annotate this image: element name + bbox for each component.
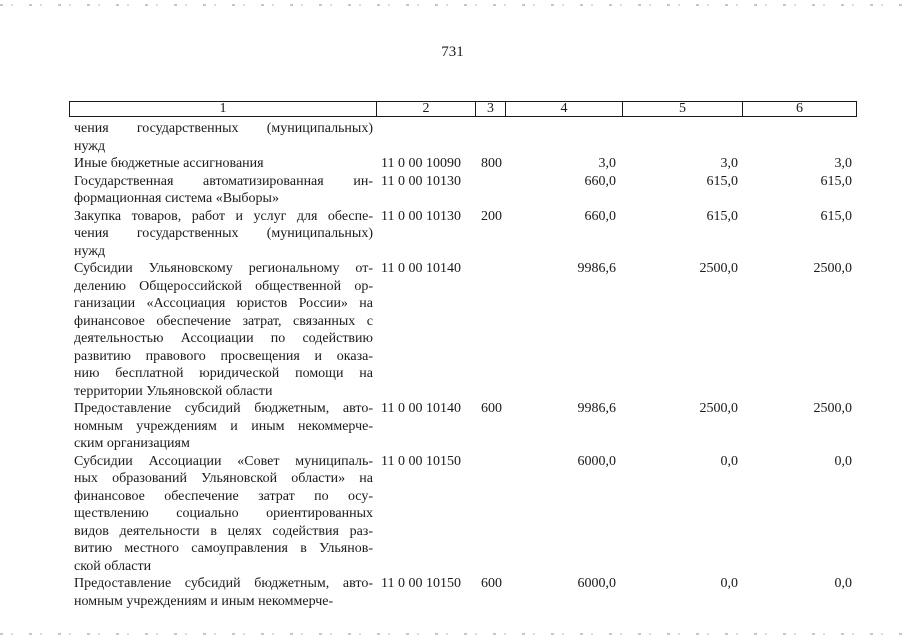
row-code: 11 0 00 10150 [381,453,461,469]
row-name-line: номным учреждениям и иным некоммерче- [74,593,334,609]
row-col-6: 3,0 [834,156,852,171]
row-name [74,575,373,610]
row-col-5: 3,0 [720,156,738,171]
row-col-6: 2500,0 [813,261,852,276]
row-col-6: 2500,0 [813,401,852,416]
row-name-line: делению Общероссийской общественной ор- [74,278,373,294]
row-expense-type: 200 [481,208,502,224]
row-name [74,155,373,173]
row-name [74,260,373,400]
header-col-4: 4 [505,102,622,116]
row-col-4: 3,0 [598,156,616,171]
row-name-line: Предоставление субсидий бюджетным, авто- [74,576,373,591]
row-col-6: 0,0 [834,453,852,469]
row-name-line: нию бесплатной юридической помощи на [74,366,373,381]
row-col-5: 0,0 [720,453,738,469]
row-col-6: 0,0 [834,576,852,591]
row-name-line: ской области [74,558,152,574]
row-col-4: 6000,0 [577,453,616,469]
row-name-line: номным учреждениям и иным некоммерче- [74,418,373,434]
row-col-4: 660,0 [584,208,616,224]
row-name-line: формационная система «Выборы» [74,191,279,206]
row-name-line: территории Ульяновской области [74,383,273,399]
row-code: 11 0 00 10090 [381,156,461,171]
row-name-line: Государственная автоматизированная ин- [74,173,373,189]
row-col-4: 6000,0 [577,576,616,591]
row-name [74,173,373,208]
row-name-line: деятельностью Ассоциации по содействию [74,331,373,346]
row-code: 11 0 00 10140 [381,401,461,416]
row-code: 11 0 00 10150 [381,576,461,591]
header-col-5: 5 [622,102,742,116]
row-name-line: Субсидии Ассоциации «Совет муниципаль- [74,453,373,469]
row-col-4: 9986,6 [577,401,616,416]
row-name-line: видов деятельности в целях содействия раз- [74,523,373,539]
row-name-line: финансовое обеспечение затрат, связанных с [74,313,373,329]
row-expense-type: 600 [481,576,502,591]
row-code: 11 0 00 10140 [381,261,461,276]
header-col-6: 6 [742,102,856,116]
row-name-line: финансовое обеспечение затрат по осу- [74,488,373,504]
row-name [74,208,373,261]
page-number: 731 [441,44,464,60]
row-name [74,453,373,576]
row-code: 11 0 00 10130 [381,173,461,189]
header-col-1: 1 [219,101,227,116]
row-name-line: витию местного самоуправления в Ульянов- [74,541,373,556]
scan-edge-bottom [0,633,905,635]
row-expense-type: 800 [481,156,502,171]
row-name-line: Предоставление субсидий бюджетным, авто- [74,401,373,416]
row-col-5: 615,0 [706,173,738,189]
row-name-line: нужд [74,243,106,259]
row-col-5: 2500,0 [699,401,738,416]
row-name [74,120,373,155]
row-col-6: 615,0 [820,173,852,189]
table-header [69,101,857,117]
row-col-6: 615,0 [820,208,852,224]
scan-edge-top [0,4,905,6]
row-name [74,400,373,453]
row-name-line: ганизации «Ассоциация юристов России» на [74,296,373,311]
header-col-2: 2 [376,102,475,116]
row-name-line: нужд [74,138,106,154]
row-col-5: 2500,0 [699,261,738,276]
row-name-line: чения государственных (муниципальных) [74,226,373,241]
row-col-4: 660,0 [584,173,616,189]
row-col-4: 9986,6 [577,261,616,276]
row-name-line: Субсидии Ульяновскому региональному от- [74,261,373,276]
row-col-5: 0,0 [720,576,738,591]
row-name-line: ществлению социально ориентированных [74,506,373,521]
row-name-line: развитию правового просвещения и оказа- [74,348,373,364]
row-name-line: чения государственных (муниципальных) [74,121,373,136]
row-expense-type: 600 [481,401,502,416]
row-name-line: ных образований Ульяновской области» на [74,471,373,486]
row-code: 11 0 00 10130 [381,208,461,224]
row-col-5: 615,0 [706,208,738,224]
header-col-3: 3 [475,102,505,116]
row-name-line: Иные бюджетные ассигнования [74,156,264,171]
row-name-line: Закупка товаров, работ и услуг для обеспе- [74,208,373,224]
row-name-line: ским организациям [74,436,190,451]
